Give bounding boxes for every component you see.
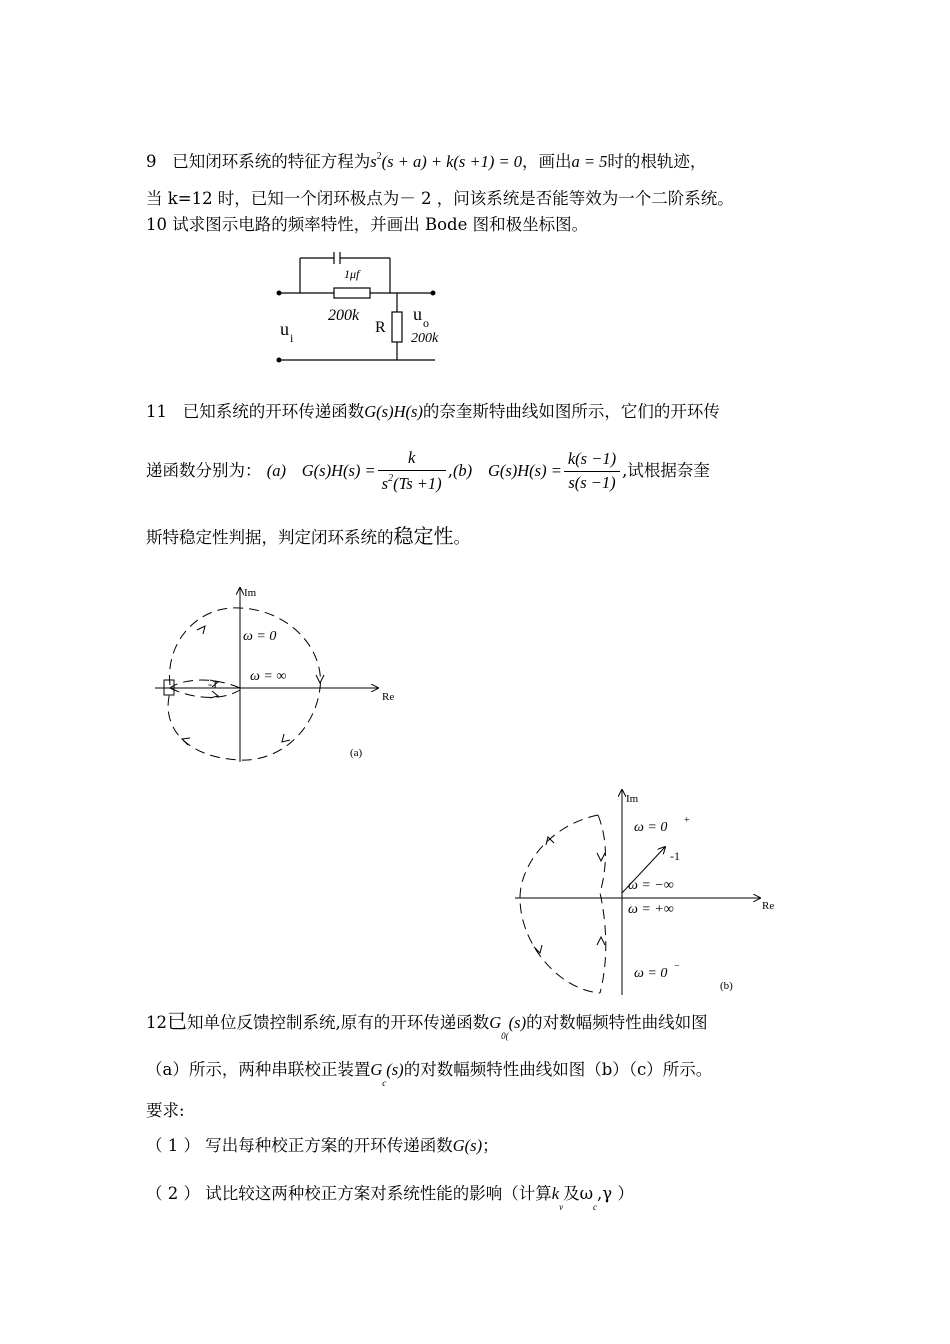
q9-eq-sup: 2 [376,151,382,162]
q12-g0-sub: 0( [501,1031,509,1041]
caption-b: (b) [720,980,733,992]
q9-number: 9 [146,152,157,171]
q12-gc-arg: (s) [386,1060,404,1079]
q9-line1 [146,152,706,171]
q11-line2 [146,450,710,492]
rc-circuit-diagram [270,250,460,370]
q11-fraction-b [564,451,620,491]
minus-one-label-a: -1 [208,677,218,691]
q11-text-d: ,试根据奈奎 [622,460,710,480]
q11-text-a: 已知系统的开环传递函数 [182,402,365,421]
q12-item1-g: G(s) [452,1136,483,1155]
q11-text-end: 。 [453,528,470,547]
caption-a: (a) [350,747,363,759]
q12-kv: k [551,1184,560,1203]
nyquist-curve-outer [520,815,600,993]
nyquist-curve-inner [598,815,606,993]
nyquist-curve-inner [170,688,240,697]
minus-one-label-b: -1 [670,849,680,863]
q12-line1 [146,1009,708,1041]
input-terminal-ground [277,358,282,363]
q11-line1 [146,404,720,421]
plus-sup: + [684,815,690,826]
q12-item2-b: 及ω [563,1184,594,1203]
q12-line2-b: 的对数幅频特性曲线如图（b）（c）所示。 [403,1060,713,1079]
q12-line2-a: （a）所示，两种串联校正装置 [146,1060,371,1079]
r-label: R [375,319,386,336]
omega-zero-label-a: ω = 0 [243,629,277,644]
q12-item2 [146,1184,634,1212]
capacitor-label: 1μf [344,267,360,281]
resistor-r1 [334,288,370,298]
q12-number: 12 [146,1013,167,1032]
q9-text-c: 时的根轨迹， [607,152,707,171]
q12-item1-b: ； [482,1136,499,1155]
r2-label: 200k [411,331,439,346]
q12-line3: 要求: [146,1101,185,1120]
q12-kv-sub: v [559,1202,564,1212]
input-terminal [277,291,282,296]
q12-g0: G [489,1013,502,1032]
q9-eq-s: s [370,152,377,171]
q11-numerator-a: k [378,450,446,471]
q12-text-b: 的对数幅频特性曲线如图 [526,1013,708,1032]
q12-item2-c: ,γ ） [597,1184,634,1203]
q12-wc-sub: c [593,1202,598,1212]
omega-zero-minus-label: ω = 0 [634,966,668,981]
direction-arrow [597,853,605,861]
q11-denominator-a: $s^2(Ts +1)$ [381,472,442,493]
q11-lhs-a: G(s)H(s) = [301,460,376,480]
nyquist-plot-b [510,785,780,1000]
nyquist-plot-a [150,580,410,770]
direction-arrow [597,937,605,945]
q12-g0-arg: (s) [508,1013,527,1032]
q11-text-b: 的奈奎斯特曲线如图所示，它们的开环传 [422,402,720,421]
q9-eq-a: a = 5 [571,152,608,171]
q11-fraction-a [378,450,446,492]
r1-label: 200k [328,307,360,324]
q12-item1-a: （ 1 ） 写出每种校正方案的开环传递函数 [146,1136,453,1155]
direction-arrow [282,734,290,742]
resistor-r [392,312,402,342]
q12-item2-a: （ 2 ） 试比较这两种校正方案对系统性能的影响（计算 [146,1184,552,1203]
re-label-a: Re [382,691,395,703]
q12-item1 [146,1138,499,1155]
q11-number: 11 [146,402,167,421]
omega-inf-label-a: ω = ∞ [250,669,287,684]
q11-denominator-b: s(s −1) [568,472,616,492]
input-sub: i [290,331,294,345]
q11-text-c: 递函数分别为： [146,460,262,480]
q11-numerator-b: k(s −1) [564,451,620,472]
q10-line: 10 试求图示电路的频率特性，并画出 Bode 图和极坐标图。 [146,215,589,234]
omega-minus-inf-label: ω = −∞ [628,878,674,893]
q11-case-b: (b) [452,460,473,480]
q11-gh: G(s)H(s) [364,402,423,421]
q12-first-char: 已 [167,1009,187,1033]
q9-text-a: 已知闭环系统的特征方程为 [172,152,371,171]
omega-zero-plus-label: ω = 0 [634,820,668,835]
minus-sup: − [674,961,680,972]
output-terminal [431,291,436,296]
q12-text-a: 知单位反馈控制系统,原有的开环传递函数 [187,1013,490,1032]
q11-lhs-b: G(s)H(s) = [487,460,562,480]
im-label-a: Im [244,587,257,599]
q12-line2 [146,1060,713,1088]
q11-text-e: 斯特稳定性判据，判定闭环系统的 [146,528,394,547]
output-label: u [413,304,422,324]
q12-gc-sub: c [382,1078,387,1088]
omega-plus-inf-label: ω = +∞ [628,902,674,917]
re-label-b: Re [762,900,775,912]
direction-arrow [182,738,190,745]
input-label: u [280,319,289,339]
q11-case-a: (a) [266,460,286,480]
q9-equation: (s + a) + k(s +1) = 0 [381,152,522,171]
q11-text-stability: 稳定性 [393,524,454,548]
output-sub: o [423,316,429,330]
nyquist-curve-inner [170,680,240,688]
q12-gc: G [370,1060,383,1079]
q11-line3 [146,526,470,547]
q9-text-b: ，画出 [521,152,572,171]
im-label-b: Im [626,793,639,805]
q11-sep: , [447,460,453,480]
direction-arrow [197,626,205,634]
q9-line2: 当 k=12 时，已知一个闭环极点为－ 2 ，问该系统是否能等效为一个二阶系统。 [146,189,734,208]
